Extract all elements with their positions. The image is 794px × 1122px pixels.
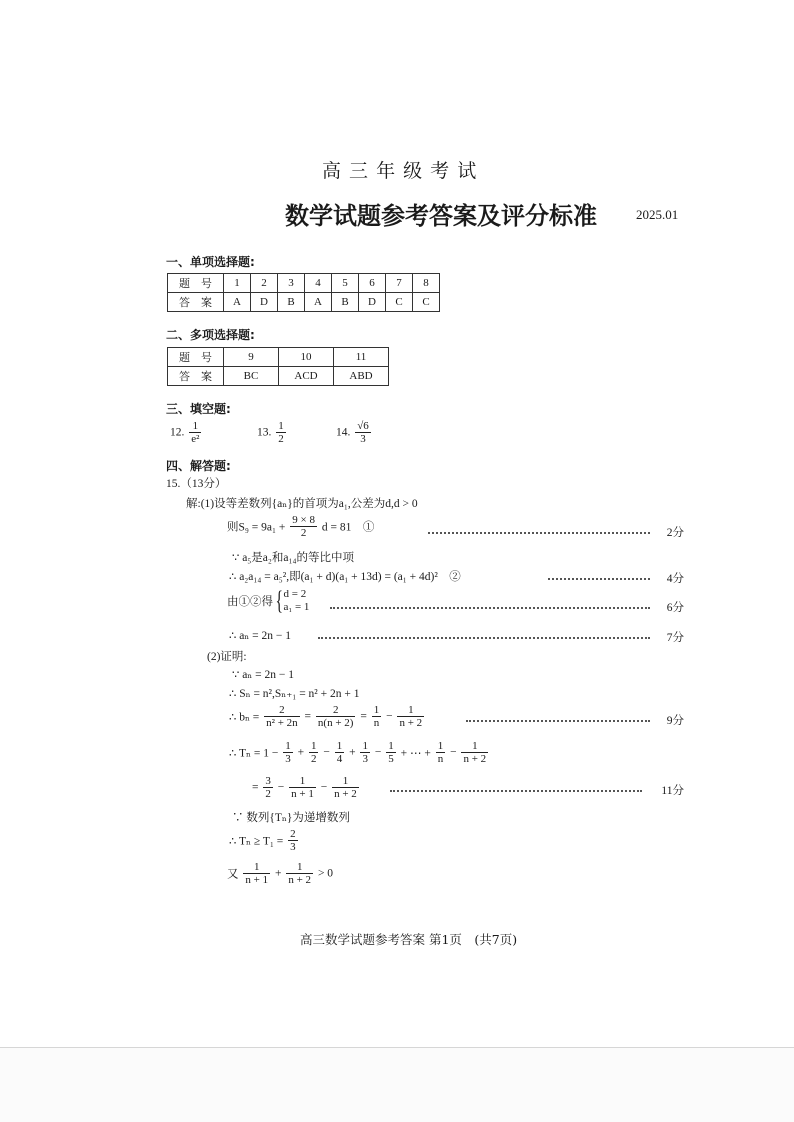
q15-line-an-2: ∵ aₙ = 2n − 1 bbox=[232, 669, 294, 681]
fraction bbox=[288, 828, 298, 853]
q15-line-tn-result bbox=[252, 775, 361, 800]
fraction bbox=[335, 740, 345, 765]
q15-line-positive bbox=[227, 861, 333, 886]
numerator: 1 bbox=[310, 740, 317, 752]
positive-suffix: > 0 bbox=[317, 867, 334, 880]
exam-title: 高 三 年 级 考 试 bbox=[322, 160, 478, 182]
numerator: 2 bbox=[316, 704, 356, 717]
denominator: n + 1 bbox=[245, 874, 269, 887]
fraction bbox=[309, 740, 319, 765]
denominator: n + 2 bbox=[334, 788, 357, 801]
denominator: n bbox=[437, 753, 444, 766]
also-prefix: 又 bbox=[227, 868, 239, 881]
denominator: 2 bbox=[265, 788, 271, 801]
s9-prefix: 则S₉ = 9a₁ + bbox=[227, 521, 286, 534]
answer-cell: ABD bbox=[334, 367, 389, 386]
document-date: 2025.01 bbox=[636, 207, 679, 222]
question-number: 10 bbox=[279, 348, 334, 367]
question-number: 9 bbox=[224, 348, 279, 367]
score-mark: 2分 bbox=[666, 527, 684, 539]
question-number: 6 bbox=[359, 274, 386, 293]
numerator: 1 bbox=[286, 861, 313, 874]
section-multiple-choice: 二、多项选择题: bbox=[166, 328, 255, 342]
numerator: 1 bbox=[336, 740, 343, 752]
minus-sign: − bbox=[386, 710, 393, 723]
answer-cell: A bbox=[305, 293, 332, 312]
answer-q12 bbox=[170, 420, 203, 445]
numerator: 1 bbox=[289, 775, 316, 788]
numerator: 1 bbox=[397, 704, 424, 717]
answer-q13 bbox=[257, 420, 288, 445]
question-number: 7 bbox=[386, 274, 413, 293]
fraction bbox=[372, 704, 382, 729]
q15-line-increasing: ∵ 数列{Tₙ}为递增数列 bbox=[232, 812, 350, 824]
dotted-leader bbox=[318, 637, 650, 639]
table-row-label: 答 案 bbox=[168, 367, 224, 386]
denominator: n bbox=[373, 717, 380, 730]
q15-line-an: ∴ aₙ = 2n − 1 bbox=[229, 630, 291, 642]
minus-sign: − bbox=[374, 746, 382, 759]
denominator: n + 2 bbox=[463, 753, 487, 766]
score-mark: 6分 bbox=[666, 602, 684, 614]
numerator: 1 bbox=[189, 420, 201, 433]
question-number: 3 bbox=[278, 274, 305, 293]
fraction bbox=[397, 704, 424, 729]
denominator: 2 bbox=[278, 433, 284, 446]
fraction bbox=[289, 775, 316, 800]
numerator: √6 bbox=[357, 420, 369, 432]
denominator: n² + 2n bbox=[266, 717, 298, 730]
ellipsis-terms: + ⋯ + bbox=[400, 747, 431, 760]
page-footer: 高三数学试题参考答案 第1页 (共7页) bbox=[300, 932, 518, 947]
fraction bbox=[355, 420, 371, 445]
denominator: n(n + 2) bbox=[317, 717, 354, 730]
section-single-choice: 一、单项选择题: bbox=[166, 255, 255, 269]
dotted-leader bbox=[330, 607, 650, 609]
fraction bbox=[461, 740, 488, 765]
dotted-leader bbox=[548, 578, 650, 580]
equals-sign: = bbox=[304, 710, 312, 723]
tn-bound-prefix: ∴ Tₙ ≥ T₁ = bbox=[229, 835, 284, 848]
fraction bbox=[243, 861, 270, 886]
q15-line-geometric: ∵ a₅是a₂和a₁₄的等比中项 bbox=[232, 552, 355, 564]
question-number: 5 bbox=[332, 274, 359, 293]
tn-prefix: ∴ Tₙ = 1 − bbox=[229, 747, 279, 760]
system-prefix: 由①②得 bbox=[227, 596, 273, 608]
numerator: 1 bbox=[332, 775, 359, 788]
answer-cell: B bbox=[278, 293, 305, 312]
plus-sign: + bbox=[297, 746, 305, 759]
numerator: 2 bbox=[264, 704, 300, 717]
denominator: n + 2 bbox=[288, 874, 312, 887]
denominator: 5 bbox=[388, 753, 394, 766]
question-number: 4 bbox=[305, 274, 332, 293]
question-number: 2 bbox=[251, 274, 278, 293]
dotted-leader bbox=[390, 790, 642, 792]
denominator: 2 bbox=[310, 753, 317, 766]
question-number: 8 bbox=[413, 274, 440, 293]
q15-line-s9 bbox=[227, 514, 374, 539]
fraction bbox=[189, 420, 201, 445]
numerator: 1 bbox=[461, 740, 488, 753]
score-mark: 7分 bbox=[666, 632, 684, 644]
denominator: 3 bbox=[285, 753, 291, 766]
fraction bbox=[264, 704, 300, 729]
fraction bbox=[283, 740, 293, 765]
single-choice-table bbox=[167, 273, 440, 312]
numerator: 1 bbox=[278, 420, 284, 432]
q15-part2-heading: (2)证明: bbox=[207, 651, 247, 663]
minus-sign: − bbox=[320, 781, 328, 794]
section-solutions: 四、解答题: bbox=[166, 459, 231, 473]
q13-label: 13. bbox=[257, 426, 272, 439]
q12-label: 12. bbox=[170, 426, 185, 439]
brace-icon: { bbox=[275, 586, 283, 615]
answer-cell: C bbox=[413, 293, 440, 312]
section-fill-in: 三、填空题: bbox=[166, 402, 231, 416]
numerator: 9 × 8 bbox=[292, 514, 315, 526]
q15-line-tn bbox=[229, 740, 490, 765]
document-title: 数学试题参考答案及评分标准 bbox=[285, 201, 597, 230]
s9-suffix: d = 81 ① bbox=[321, 521, 375, 534]
plus-sign: + bbox=[274, 867, 282, 880]
q15-line-equation: ∴ a₂a₁₄ = a₅²,即(a₁ + d)(a₁ + 13d) = (a₁ + 4d)² ② bbox=[229, 571, 461, 583]
denominator: 4 bbox=[336, 753, 343, 766]
table-row-label: 题 号 bbox=[168, 274, 224, 293]
viewer-bottom-area bbox=[0, 1048, 794, 1122]
fraction bbox=[386, 740, 396, 765]
equals-sign: = bbox=[360, 710, 367, 723]
dotted-leader bbox=[428, 532, 650, 534]
fraction bbox=[263, 775, 273, 800]
question-number: 1 bbox=[224, 274, 251, 293]
system-eq-2: a₁ = 1 bbox=[283, 601, 310, 613]
q15-line-sn: ∴ Sₙ = n²,Sₙ₊₁ = n² + 2n + 1 bbox=[229, 688, 360, 700]
denominator: e² bbox=[191, 433, 200, 446]
score-mark: 11分 bbox=[661, 785, 684, 797]
denominator: 3 bbox=[362, 753, 368, 766]
numerator: 1 bbox=[362, 740, 368, 752]
fraction bbox=[332, 775, 359, 800]
fraction bbox=[286, 861, 313, 886]
plus-sign: + bbox=[349, 746, 356, 759]
q15-heading: 15.（13分） bbox=[166, 478, 227, 490]
equation-system bbox=[283, 588, 309, 614]
answer-cell: C bbox=[386, 293, 413, 312]
denominator: n + 1 bbox=[291, 788, 314, 801]
minus-sign: − bbox=[277, 781, 285, 794]
fraction bbox=[276, 420, 286, 445]
q15-line-bn bbox=[229, 704, 426, 729]
q15-part1-intro: 解:(1)设等差数列{aₙ}的首项为a₁,公差为d,d > 0 bbox=[186, 498, 418, 510]
equals-sign: = bbox=[252, 781, 259, 794]
denominator: 2 bbox=[300, 527, 307, 540]
minus-sign: − bbox=[450, 746, 457, 759]
multiple-choice-table bbox=[167, 347, 389, 386]
answer-cell: ACD bbox=[279, 367, 334, 386]
numerator: 2 bbox=[290, 828, 296, 840]
denominator: 3 bbox=[290, 841, 296, 854]
answer-cell: D bbox=[359, 293, 386, 312]
bn-prefix: ∴ bₙ = bbox=[229, 711, 260, 724]
numerator: 1 bbox=[373, 704, 380, 716]
system-eq-1: d = 2 bbox=[283, 588, 307, 600]
q15-line-system bbox=[227, 588, 309, 614]
question-number: 11 bbox=[334, 348, 389, 367]
table-row-label: 答 案 bbox=[168, 293, 224, 312]
table-row-label: 题 号 bbox=[168, 348, 224, 367]
numerator: 1 bbox=[285, 740, 291, 752]
numerator: 1 bbox=[388, 740, 394, 752]
denominator: 3 bbox=[360, 433, 366, 446]
q14-label: 14. bbox=[336, 426, 351, 439]
answer-cell: B bbox=[332, 293, 359, 312]
numerator: 1 bbox=[243, 861, 270, 874]
minus-sign: − bbox=[323, 746, 330, 759]
answer-cell: A bbox=[224, 293, 251, 312]
fraction bbox=[316, 704, 356, 729]
fraction bbox=[436, 740, 446, 765]
score-mark: 9分 bbox=[666, 715, 684, 727]
fraction bbox=[360, 740, 370, 765]
answer-cell: BC bbox=[224, 367, 279, 386]
dotted-leader bbox=[466, 720, 650, 722]
answer-cell: D bbox=[251, 293, 278, 312]
denominator: n + 2 bbox=[399, 717, 423, 730]
answer-q14 bbox=[336, 420, 373, 445]
numerator: 1 bbox=[437, 740, 444, 752]
q15-line-tn-bound bbox=[229, 828, 300, 853]
fraction bbox=[290, 514, 317, 539]
numerator: 3 bbox=[265, 775, 271, 787]
score-mark: 4分 bbox=[666, 573, 684, 585]
